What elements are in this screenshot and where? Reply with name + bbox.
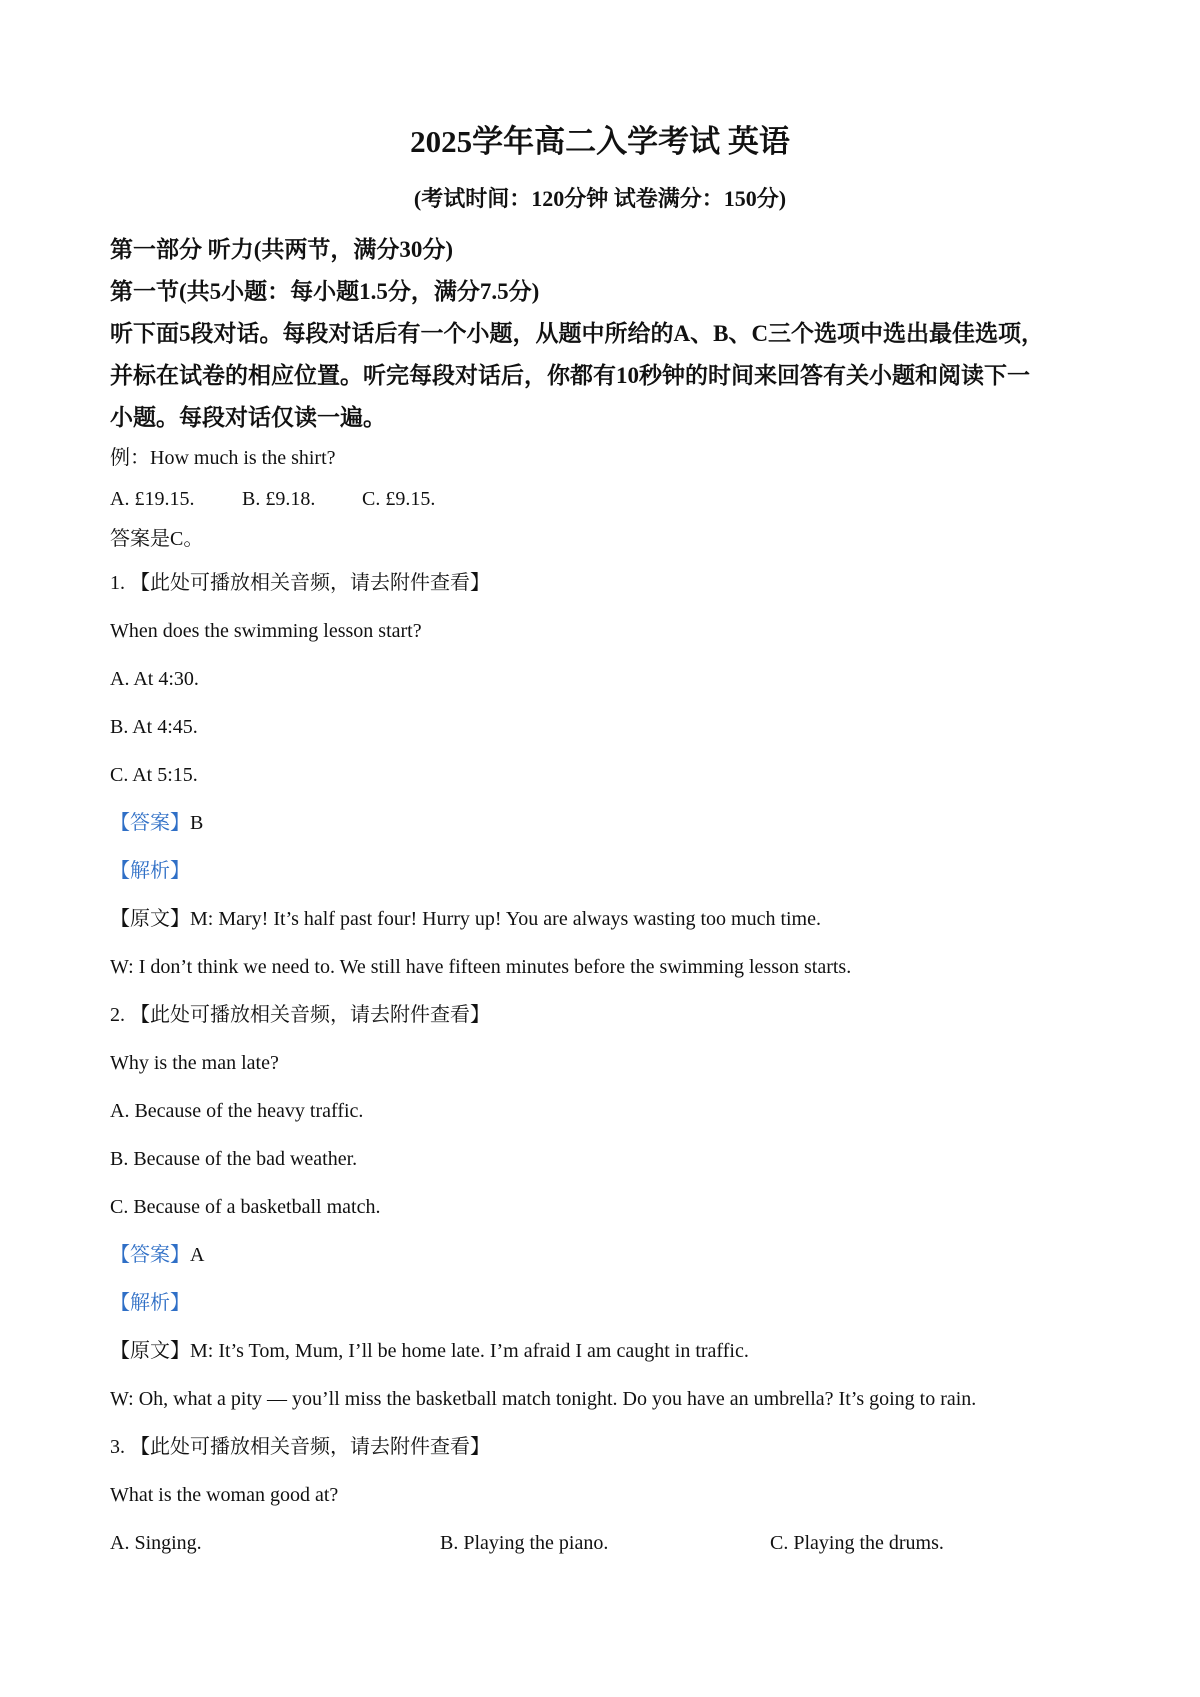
q2-question: Why is the man late? [110, 1052, 279, 1074]
instruction-line-1: 听下面5段对话。每段对话后有一个小题，从题中所给的A、B、C三个选项中选出最佳选项， [110, 321, 1045, 346]
q2-answer-value: A [190, 1244, 205, 1266]
q2-option-b: B. Because of the bad weather. [110, 1148, 358, 1170]
q2-original-line-2: W: Oh, what a pity — you’ll miss the basketball match tonight. Do you have an umbrella? It’s going to rain. [110, 1388, 977, 1410]
q2-option-a: A. Because of the heavy traffic. [110, 1100, 364, 1122]
q3-option-a: A. Singing. [110, 1532, 202, 1554]
exam-subtitle: (考试时间：120分钟 试卷满分：150分) [413, 186, 787, 211]
example-question: 例：How much is the shirt? [110, 447, 336, 469]
q2-answer [110, 1240, 1110, 1270]
example-option-c: C. £9.15. [362, 488, 436, 510]
example-answer: 答案是C。 [110, 528, 204, 550]
q3-option-b: B. Playing the piano. [440, 1532, 609, 1554]
q1-answer-label: 【答案】 [110, 812, 190, 834]
q1-original-line-2: W: I don’t think we need to. We still have fifteen minutes before the swimming lesson starts. [110, 956, 852, 978]
exam-title: 2025学年高二入学考试 英语 [410, 124, 790, 159]
q2-answer-label: 【答案】 [110, 1244, 190, 1266]
q3-audio-link[interactable]: 3. 【此处可播放相关音频，请去附件查看】 [110, 1436, 490, 1458]
section-heading: 第一节(共5小题：每小题1.5分，满分7.5分) [110, 279, 540, 304]
q2-analysis-label: 【解析】 [110, 1292, 190, 1314]
q1-option-c: C. At 5:15. [110, 764, 198, 786]
q1-question: When does the swimming lesson start? [110, 620, 422, 642]
q1-original-line-1: 【原文】M: Mary! It’s half past four! Hurry up! You are always wasting too much time. [110, 908, 821, 930]
example-option-a: A. £19.15. [110, 488, 195, 510]
q2-original-line-1: 【原文】M: It’s Tom, Mum, I’ll be home late. I’m afraid I am caught in traffic. [110, 1340, 749, 1362]
q3-question: What is the woman good at? [110, 1484, 339, 1506]
q3-option-c: C. Playing the drums. [770, 1532, 944, 1554]
instruction-line-3: 小题。每段对话仅读一遍。 [110, 405, 386, 430]
q1-audio-link[interactable]: 1. 【此处可播放相关音频，请去附件查看】 [110, 572, 490, 594]
q2-option-c: C. Because of a basketball match. [110, 1196, 381, 1218]
q2-audio-link[interactable]: 2. 【此处可播放相关音频，请去附件查看】 [110, 1004, 490, 1026]
q1-option-a: A. At 4:30. [110, 668, 199, 690]
q1-option-b: B. At 4:45. [110, 716, 198, 738]
instruction-line-2: 并标在试卷的相应位置。听完每段对话后，你都有10秒钟的时间来回答有关小题和阅读下一 [110, 363, 1030, 388]
part-heading: 第一部分 听力(共两节，满分30分) [110, 237, 454, 262]
q3-options [110, 1528, 1110, 1558]
example-options [110, 484, 1110, 514]
q1-answer [110, 808, 1110, 838]
q1-answer-value: B [190, 812, 204, 834]
example-option-b: B. £9.18. [242, 488, 316, 510]
q1-analysis-label: 【解析】 [110, 860, 190, 882]
